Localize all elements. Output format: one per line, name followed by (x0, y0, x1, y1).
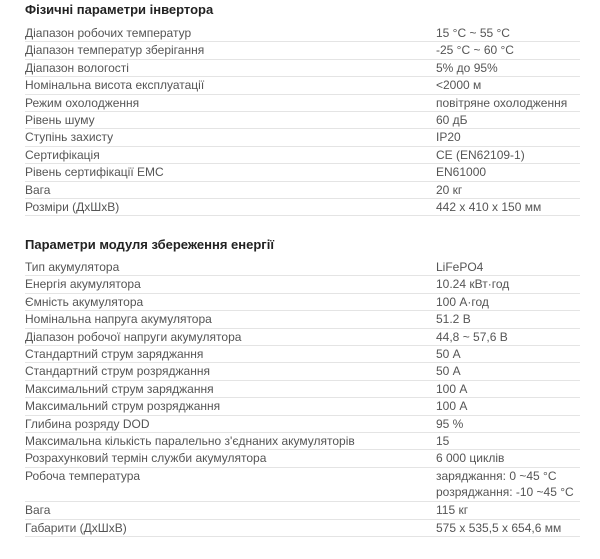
spec-row (25, 129, 580, 146)
spec-label: Сертифікація (25, 147, 100, 162)
spec-label: Енергія акумулятора (25, 277, 141, 292)
spec-label: Ємність акумулятора (25, 294, 144, 309)
spec-value: 6 000 циклів (436, 451, 505, 466)
spec-label: Діапазон вологості (25, 60, 129, 75)
spec-label: Габарити (ДхШхВ) (25, 520, 127, 535)
spec-row (25, 433, 580, 450)
spec-value: 100 А (436, 399, 468, 414)
spec-label: Рівень сертифікації EMC (25, 165, 164, 180)
spec-value: 44,8 ~ 57,6 В (436, 329, 508, 344)
spec-row (25, 147, 580, 164)
spec-row (25, 199, 580, 216)
spec-label: Розміри (ДхШхВ) (25, 199, 120, 214)
spec-label: Діапазон температур зберігання (25, 43, 205, 58)
spec-value: 115 кг (436, 503, 469, 518)
spec-row (25, 25, 580, 42)
spec-row (25, 259, 580, 276)
physical-section-title: Фізичні параметри інвертора (25, 2, 214, 17)
spec-label: Стандартний струм розряджання (25, 364, 210, 379)
spec-value: 60 дБ (436, 112, 468, 127)
spec-value-line: заряджання: 0 ~45 °C (436, 468, 557, 483)
spec-value-line: розряджання: -10 ~45 °C (436, 485, 574, 500)
spec-value: IP20 (436, 130, 461, 145)
spec-value: 442 x 410 x 150 мм (436, 199, 542, 214)
spec-value: 50 А (436, 364, 461, 379)
spec-row (25, 502, 580, 519)
spec-value: 15 (436, 433, 450, 448)
spec-row (25, 60, 580, 77)
spec-label: Максимальна кількість паралельно з'єднаних акумуляторів (25, 433, 355, 448)
spec-value: 50 А (436, 346, 461, 361)
spec-value: LiFePO4 (436, 260, 484, 274)
spec-value: 15 °C ~ 55 °C (436, 26, 510, 40)
spec-row (25, 416, 580, 433)
spec-label: Вага (25, 503, 51, 518)
spec-row (25, 398, 580, 415)
spec-value: <2000 м (436, 78, 482, 93)
spec-value: -25 °C ~ 60 °C (436, 43, 514, 58)
spec-row (25, 182, 580, 199)
spec-label: Тип акумулятора (25, 260, 120, 274)
spec-row (25, 468, 580, 503)
spec-label: Робоча температура (25, 468, 141, 483)
physical-spec-table (25, 25, 580, 216)
spec-value: повітряне охолодження (436, 95, 568, 110)
spec-row (25, 164, 580, 181)
spec-label: Номінальна напруга акумулятора (25, 312, 212, 327)
spec-label: Рівень шуму (25, 112, 95, 127)
spec-value: 10.24 кВт·год (436, 277, 510, 292)
spec-value: 95 % (436, 416, 464, 431)
spec-row (25, 520, 580, 537)
spec-value: 100 А (436, 381, 468, 396)
spec-label: Режим охолодження (25, 95, 140, 110)
spec-value (436, 469, 574, 502)
spec-row (25, 329, 580, 346)
spec-label: Глибина розряду DOD (25, 416, 150, 431)
spec-row (25, 95, 580, 112)
spec-label: Діапазон робочих температур (25, 26, 192, 40)
storage-section-title: Параметри модуля збереження енергії (25, 237, 274, 252)
spec-label: Стандартний струм заряджання (25, 346, 204, 361)
spec-value: 575 x 535,5 x 654,6 мм (436, 520, 562, 535)
spec-row (25, 42, 580, 59)
spec-label: Максимальний струм розряджання (25, 399, 221, 414)
spec-row (25, 294, 580, 311)
spec-value: 20 кг (436, 182, 463, 197)
spec-row (25, 112, 580, 129)
spec-value: 5% до 95% (436, 60, 498, 75)
spec-row (25, 363, 580, 380)
spec-row (25, 381, 580, 398)
spec-value: 100 А·год (436, 294, 489, 309)
spec-label: Номінальна висота експлуатації (25, 78, 205, 93)
spec-label: Розрахунковий термін служби акумулятора (25, 451, 267, 466)
spec-row (25, 346, 580, 363)
spec-label: Вага (25, 182, 51, 197)
spec-value: 51.2 В (436, 312, 471, 327)
spec-value: CE (EN62109-1) (436, 147, 525, 162)
spec-row (25, 450, 580, 467)
storage-spec-table (25, 259, 580, 537)
spec-label: Ступінь захисту (25, 130, 114, 145)
spec-row (25, 77, 580, 94)
spec-label: Максимальний струм заряджання (25, 381, 214, 396)
spec-row (25, 276, 580, 293)
spec-value: EN61000 (436, 165, 487, 180)
spec-row (25, 311, 580, 328)
spec-label: Діапазон робочої напруги акумулятора (25, 329, 242, 344)
